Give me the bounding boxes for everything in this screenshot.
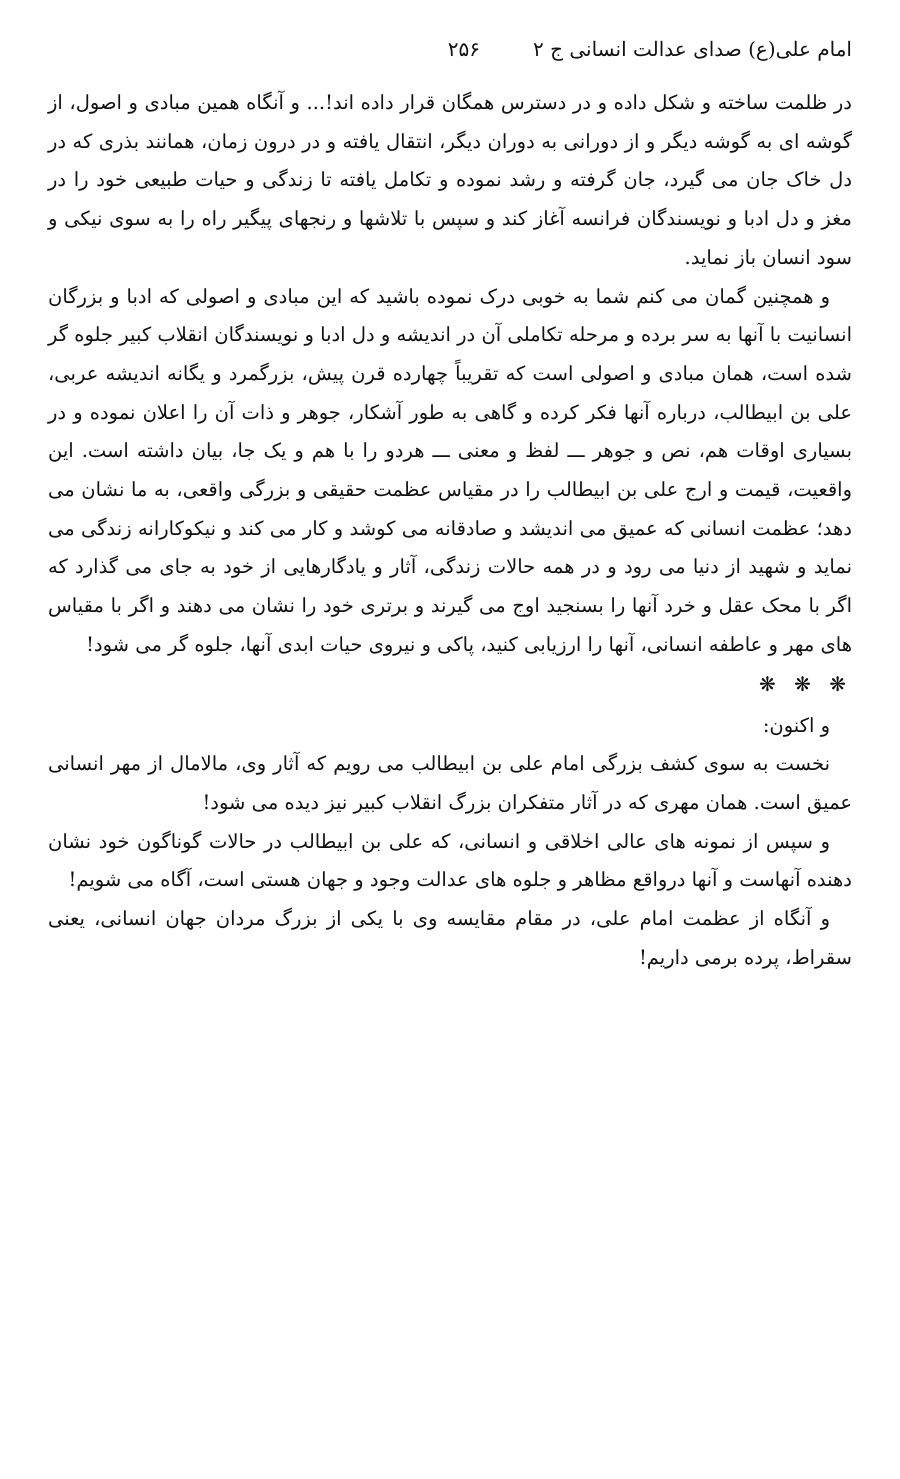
paragraph-2: و همچنین گمان می کنم شما به خوبی درک نموده باشید که این مبادی و اصولی که ادبا و بزرگان انسانیت با آنها به سر برده و مرحله تکاملی آن در اندیشه و دل ادبا و نویسندگان انقلاب کبیر جلوه گر شده است، همان مبادی و اصولی است که تقریباً چهارده قرن پیش، بزرگمرد و یگانه اندیشه عربی، علی بن ابیطالب، درباره آنها فکر کرده و گاهی به طور آشکار، جوهر و ذات آن را اعلان نموده و در بسیاری اوقات هم، نص و جوهر ـــ لفظ و معنی ـــ هردو را با هم و یک جا، بیان داشته است. این واقعیت، قیمت و ارج علی بن ابیطالب را در مقیاس عظمت حقیقی و بزرگی واقعی، به ما نشان می دهد؛ عظمت انسانی که عمیق می اندیشد و صادقانه می کوشد و کار می کند و نیکوکارانه زندگی می نماید و شهید از دنیا می رود و در همه حالات زندگی، آثار و یادگارهایی از خود به جای می گذارد که اگر با محک عقل و خرد آنها را بسنجید اوج می گیرند و برتری خود را نشان می دهند و اگر با مقیاس های مهر و عاطفه انسانی، آنها را ارزیابی کنید، پاکی و نیروی حیات ابدی آنها، جلوه گر می شود! bbox=[48, 284, 852, 656]
paragraph-4: و سپس از نمونه های عالی اخلاقی و انسانی، که علی بن ابیطالب در حالات گوناگون خود نشان دهنده آنهاست و آنها درواقع مظاهر و جلوه های عدالت وجود و جهان هستی است، آگاه می شویم! bbox=[48, 829, 852, 892]
running-title: امام علی(ع) صدای عدالت انسانی ج ۲ bbox=[532, 37, 852, 61]
paragraph-1: در ظلمت ساخته و شکل داده و در دسترس همگان قرار داده اند!... و آنگاه همین مبادی و اصول، از گوشه ای به گوشه دیگر و از دورانی به دوران دیگر، انتقال یافته و در درون زمان، همانند بذری که در دل خاک جان می گیرد، جان گرفته و رشد نموده و تکامل یافته تا زندگی و حیات طبیعی خود را در مغز و دل ادبا و نویسندگان فرانسه آغاز کند و سپس با تلاشها و رنجهای پیگیر راه را به سوی نیکی و سود انسان باز نماید. bbox=[48, 91, 852, 269]
section-separator: ❋ ❋ ❋ bbox=[759, 671, 852, 696]
section-label: و اکنون: bbox=[762, 713, 830, 737]
body-text bbox=[48, 84, 852, 977]
paragraph-3: نخست به سوی کشف بزرگی امام علی بن ابیطالب می رویم که آثار وی، مالامال از مهر انسانی عمیق است. همان مهری که در آثار متفکران بزرگ انقلاب کبیر نیز دیده می شود! bbox=[48, 752, 852, 814]
paragraph-5: و آنگاه از عظمت امام علی، در مقام مقایسه وی با یکی از بزرگ مردان جهان انسانی، یعنی سقراط، پرده برمی داریم! bbox=[48, 907, 852, 969]
running-header bbox=[48, 34, 852, 68]
page-number: ۲۵۶ bbox=[447, 37, 480, 61]
